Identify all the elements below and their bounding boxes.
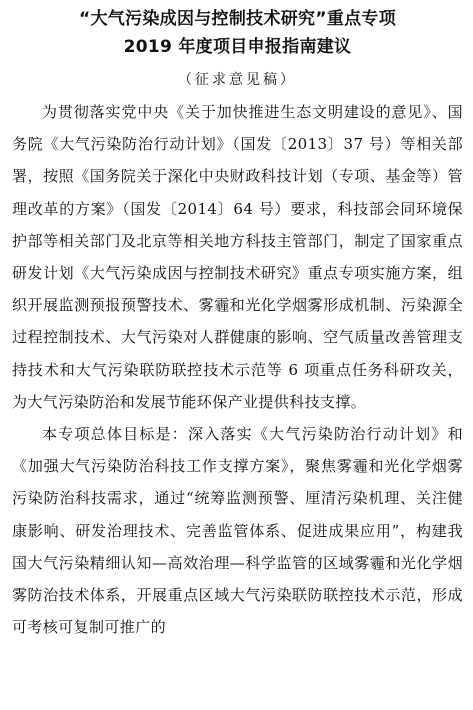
body-paragraph-1: 为贯彻落实党中央《关于加快推进生态文明建设的意见》、国务院《大气污染防治行动计划》（国发〔2013〕37 号）等相关部署，按照《国务院关于深化中央财政科技计划（专项、基金等）管理改革的方案》（国发〔2014〕64 号）要求，科技部会同环境保护部等相关部门及北京等相关地方科技主管部门，制定了国家重点研发计划《大气污染成因与控制技术研究》重点专项实施方案，组织开展监测预报预警技术、雾霾和光化学烟雾形成机制、污染源全过程控制技术、大气污染对人群健康的影响、空气质量改善管理支持技术和大气污染联防联控技术示范等 6 项重点任务科研攻关，为大气污染防治和发展节能环保产业提供科技支撑。 xyxy=(12,103,463,411)
document-subtitle: （征求意见稿） xyxy=(178,72,297,88)
body-paragraph-2: 本专项总体目标是：深入落实《大气污染防治行动计划》和《加强大气污染防治科技工作支撑方案》，聚焦雾霾和光化学烟雾污染防治科技需求，通过“统筹监测预警、厘清污染机理、关注健康影响、研发治理技术、完善监管体系、促进成果应用”，构建我国大气污染精细认知—高效治理—科学监管的区域雾霾和光化学烟雾防治技术体系，开展重点区域大气污染联防联控技术示范，形成可考核可复制可推广的 xyxy=(12,425,463,637)
document-title-line1: “大气污染成因与控制技术研究”重点专项 xyxy=(78,9,397,29)
document-title-line2: 2019 年度项目申报指南建议 xyxy=(123,37,352,57)
